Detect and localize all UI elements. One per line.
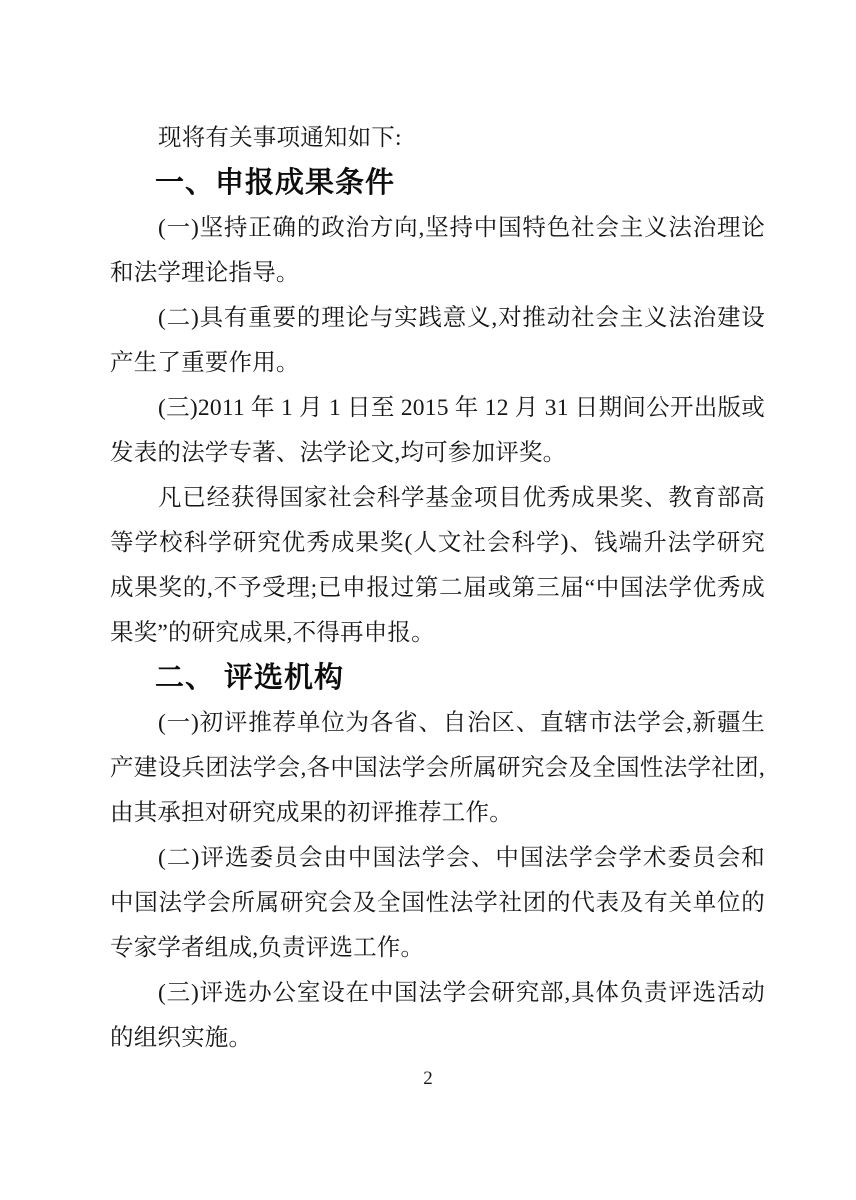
section-2-heading: 二、 评选机构 [155, 662, 345, 694]
section-1-paragraph-4: 凡已经获得国家社会科学基金项目优秀成果奖、教育部高等学校科学研究优秀成果奖(人文社会科学)、钱端升法学研究成果奖的,不予受理;已申报过第二届或第三届“中国法学优秀成果奖”的研究成果,不得再申报。 [110, 485, 765, 646]
intro-paragraph: 现将有关事项通知如下: [158, 125, 402, 151]
document-body [110, 116, 765, 1061]
section-2-paragraph-2: (二)评选委员会由中国法学会、中国法学会学术委员会和中国法学会所属研究会及全国性法学社团的代表及有关单位的专家学者组成,负责评选工作。 [110, 845, 765, 961]
section-1-paragraph-1: (一)坚持正确的政治方向,坚持中国特色社会主义法治理论和法学理论指导。 [110, 215, 765, 286]
page-number: 2 [423, 1068, 433, 1089]
section-2-paragraph-3: (三)评选办公室设在中国法学会研究部,具体负责评选活动的组织实施。 [110, 980, 765, 1051]
section-1-heading: 一、申报成果条件 [155, 167, 396, 199]
section-2-paragraph-1: (一)初评推荐单位为各省、自治区、直辖市法学会,新疆生产建设兵团法学会,各中国法学会所属研究会及全国性法学社团,由其承担对研究成果的初评推荐工作。 [110, 710, 765, 826]
section-1-paragraph-2: (二)具有重要的理论与实践意义,对推动社会主义法治建设产生了重要作用。 [110, 305, 765, 376]
section-1-paragraph-3: (三)2011 年 1 月 1 日至 2015 年 12 月 31 日期间公开出版或发表的法学专著、法学论文,均可参加评奖。 [110, 395, 765, 466]
